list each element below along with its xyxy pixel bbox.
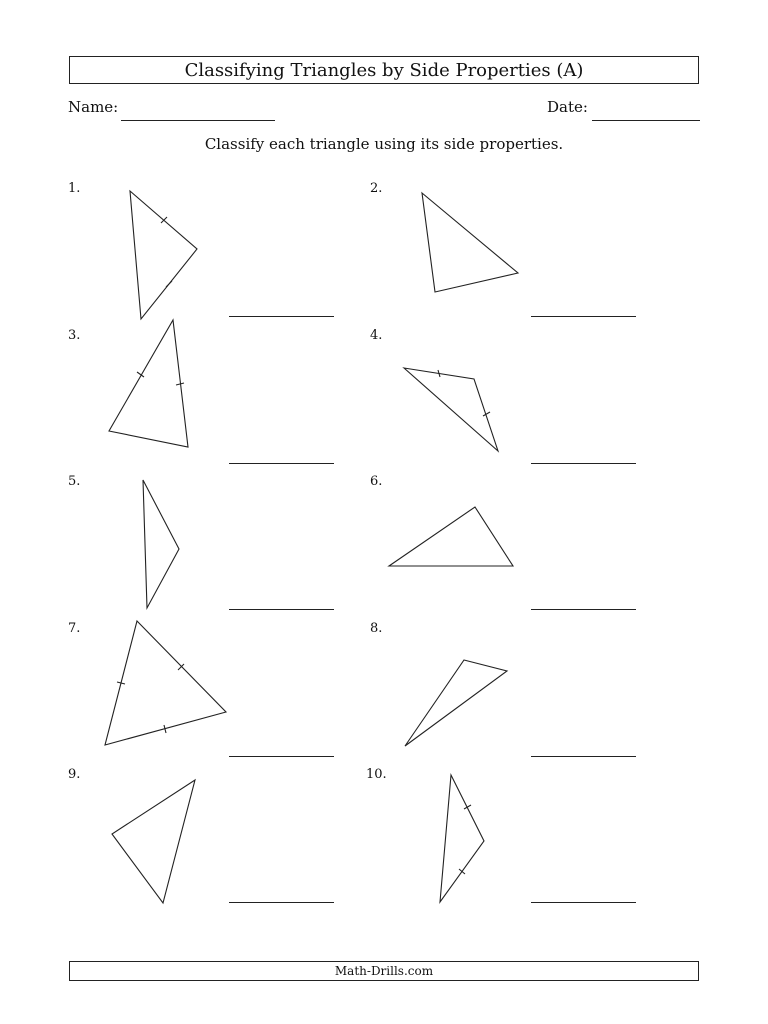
problem-number: 5. <box>68 474 81 489</box>
tick-mark <box>459 869 465 874</box>
worksheet-title: Classifying Triangles by Side Properties (A) <box>69 56 699 84</box>
triangle-3 <box>109 320 188 447</box>
problem-number: 6. <box>370 474 383 489</box>
problem-number: 10. <box>366 767 387 782</box>
instructions: Classify each triangle using its side properties. <box>204 135 564 153</box>
triangle-2 <box>422 193 518 292</box>
triangle-1 <box>130 191 197 319</box>
problem-number: 1. <box>68 181 81 196</box>
triangle-4 <box>404 368 498 451</box>
footer-source: Math-Drills.com <box>69 961 699 981</box>
triangle-5 <box>143 480 179 608</box>
problem-number: 3. <box>68 328 81 343</box>
triangle-10 <box>440 775 484 902</box>
tick-mark <box>166 281 172 287</box>
triangle-9 <box>112 780 195 903</box>
triangle-6 <box>389 507 513 566</box>
problem-number: 4. <box>370 328 383 343</box>
problem-number: 7. <box>68 621 81 636</box>
date-label: Date: <box>547 98 588 116</box>
problem-number: 9. <box>68 767 81 782</box>
triangle-8 <box>405 660 507 746</box>
name-label: Name: <box>68 98 119 116</box>
tick-mark <box>178 664 184 670</box>
problem-number: 8. <box>370 621 383 636</box>
problem-number: 2. <box>370 181 383 196</box>
